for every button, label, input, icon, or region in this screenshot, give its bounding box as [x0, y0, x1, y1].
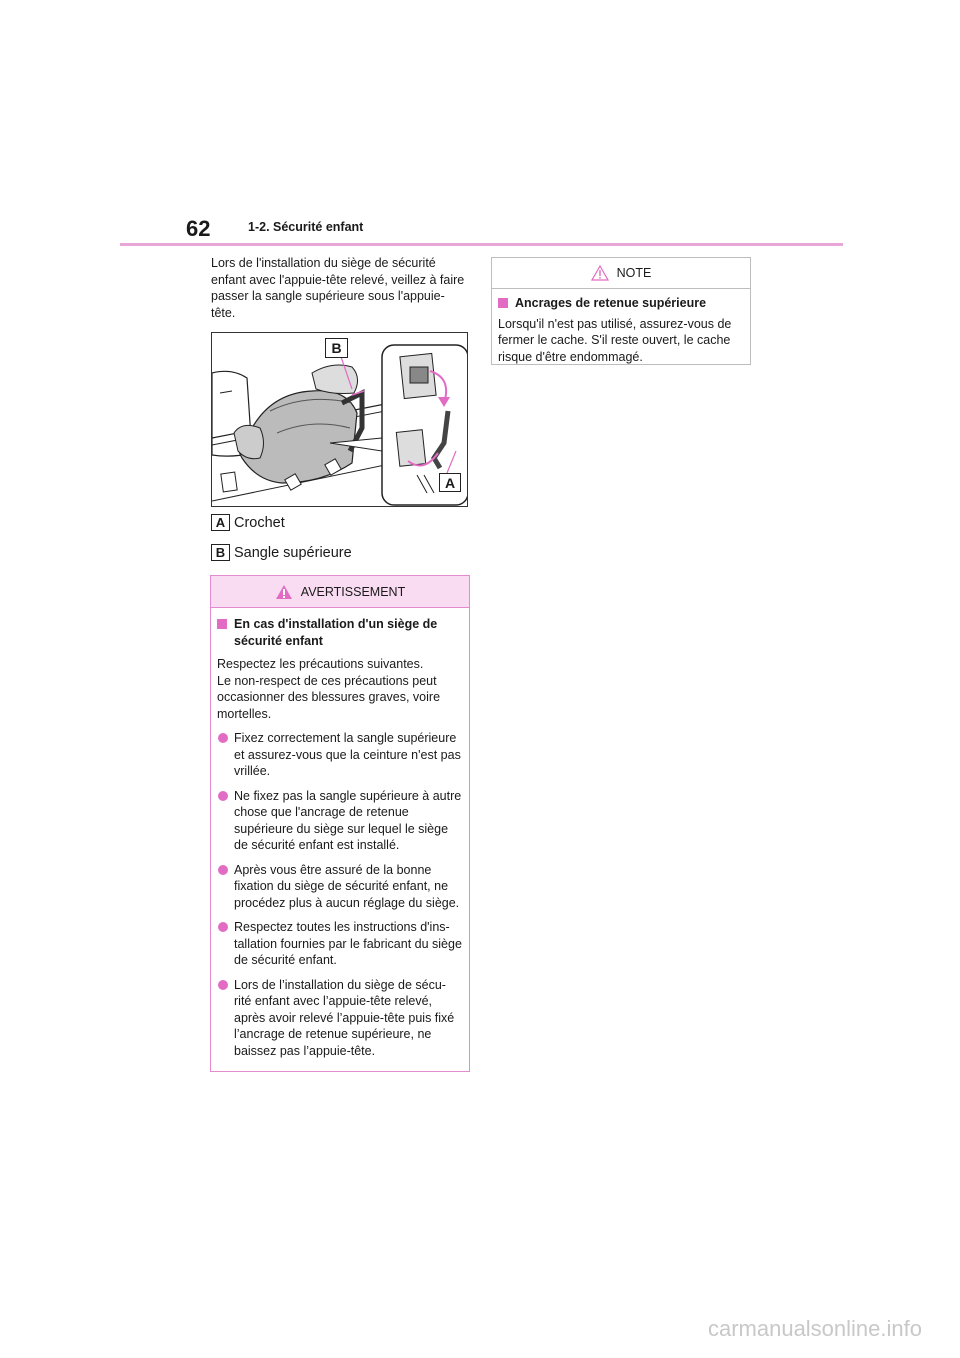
figure-label-b: B: [325, 338, 348, 358]
legend-key-a: A: [211, 514, 230, 531]
seat-illustration: [212, 333, 467, 506]
warning-bullet-text: Après vous être assuré de la bonne fixation du siège de sécurité enfant, ne procédez plus à aucun réglage du siège.: [234, 862, 460, 910]
legend-item-b: [211, 544, 352, 561]
warning-bullet: [217, 919, 463, 969]
warning-intro: Respectez les précautions suivantes. Le non-respect de ces précautions peut occasionner des blessures graves, voire mortelles.: [217, 657, 441, 721]
caution-triangle-icon: [591, 265, 609, 281]
warning-header: [211, 576, 469, 608]
warning-title: AVERTISSEMENT: [300, 584, 406, 599]
figure-illustration: [211, 332, 468, 507]
bullet-dot-icon: [218, 733, 228, 743]
warning-triangle-icon: [275, 584, 293, 600]
intro-paragraph: Lors de l'installation du siège de sécurité enfant avec l'appuie-tête relevé, veillez à faire passer la sangle supérieure sous l'appuie-tête.: [211, 256, 465, 320]
note-body: [492, 289, 750, 365]
warning-bullet: [217, 788, 463, 854]
legend-item-a: [211, 514, 285, 531]
legend-key-b: B: [211, 544, 230, 561]
watermark: carmanualsonline.info: [707, 1316, 922, 1341]
note-header: [492, 258, 750, 289]
square-bullet-icon: [498, 298, 508, 308]
note-subheading: [498, 295, 744, 312]
square-bullet-icon: [217, 619, 227, 629]
bullet-dot-icon: [218, 922, 228, 932]
warning-subheading: [217, 616, 463, 649]
legend-text-a: Crochet: [234, 514, 285, 531]
warning-bullet-text: Respectez toutes les instructions d'ins-tallation fournies par le fabricant du siège de sécurité enfant.: [234, 920, 462, 967]
note-box: [491, 257, 751, 365]
bullet-dot-icon: [218, 865, 228, 875]
warning-box: [210, 575, 470, 1072]
warning-bullet: [217, 862, 463, 912]
section-title: 1-2. Sécurité enfant: [248, 220, 364, 234]
note-subheading-text: Ancrages de retenue supérieure: [515, 296, 707, 310]
legend-text-b: Sangle supérieure: [234, 544, 352, 561]
header-rule: [120, 243, 843, 246]
warning-bullet: [217, 730, 463, 780]
page-number: 62: [186, 216, 211, 241]
warning-bullet-text: Fixez correctement la sangle supérieure et assurez-vous que la ceinture n'est pas vrillée.: [234, 731, 461, 778]
figure-label-a: A: [439, 473, 461, 492]
warning-bullet-text: Lors de l’installation du siège de sécu-rité enfant avec l’appuie-tête relevé, après avoir relevé l’appuie-tête puis fixé l’ancrage de retenue supérieure, ne baissez pas l’appuie-tête.: [234, 977, 455, 1058]
note-title: NOTE: [616, 266, 652, 280]
warning-body: [211, 608, 469, 1059]
warning-bullet-text: Ne fixez pas la sangle supérieure à autre chose que l'ancrage de retenue supérieure du siège sur lequel le siège de sécurité enfant est installé.: [234, 788, 462, 852]
bullet-dot-icon: [218, 980, 228, 990]
warning-subheading-text: En cas d'installation d'un siège de sécurité enfant: [234, 617, 438, 648]
warning-bullet: [217, 977, 463, 1060]
bullet-dot-icon: [218, 791, 228, 801]
note-text: Lorsqu'il n'est pas utilisé, assurez-vous de fermer le cache. S'il reste ouvert, le cache risque d'être endommagé.: [498, 316, 732, 364]
